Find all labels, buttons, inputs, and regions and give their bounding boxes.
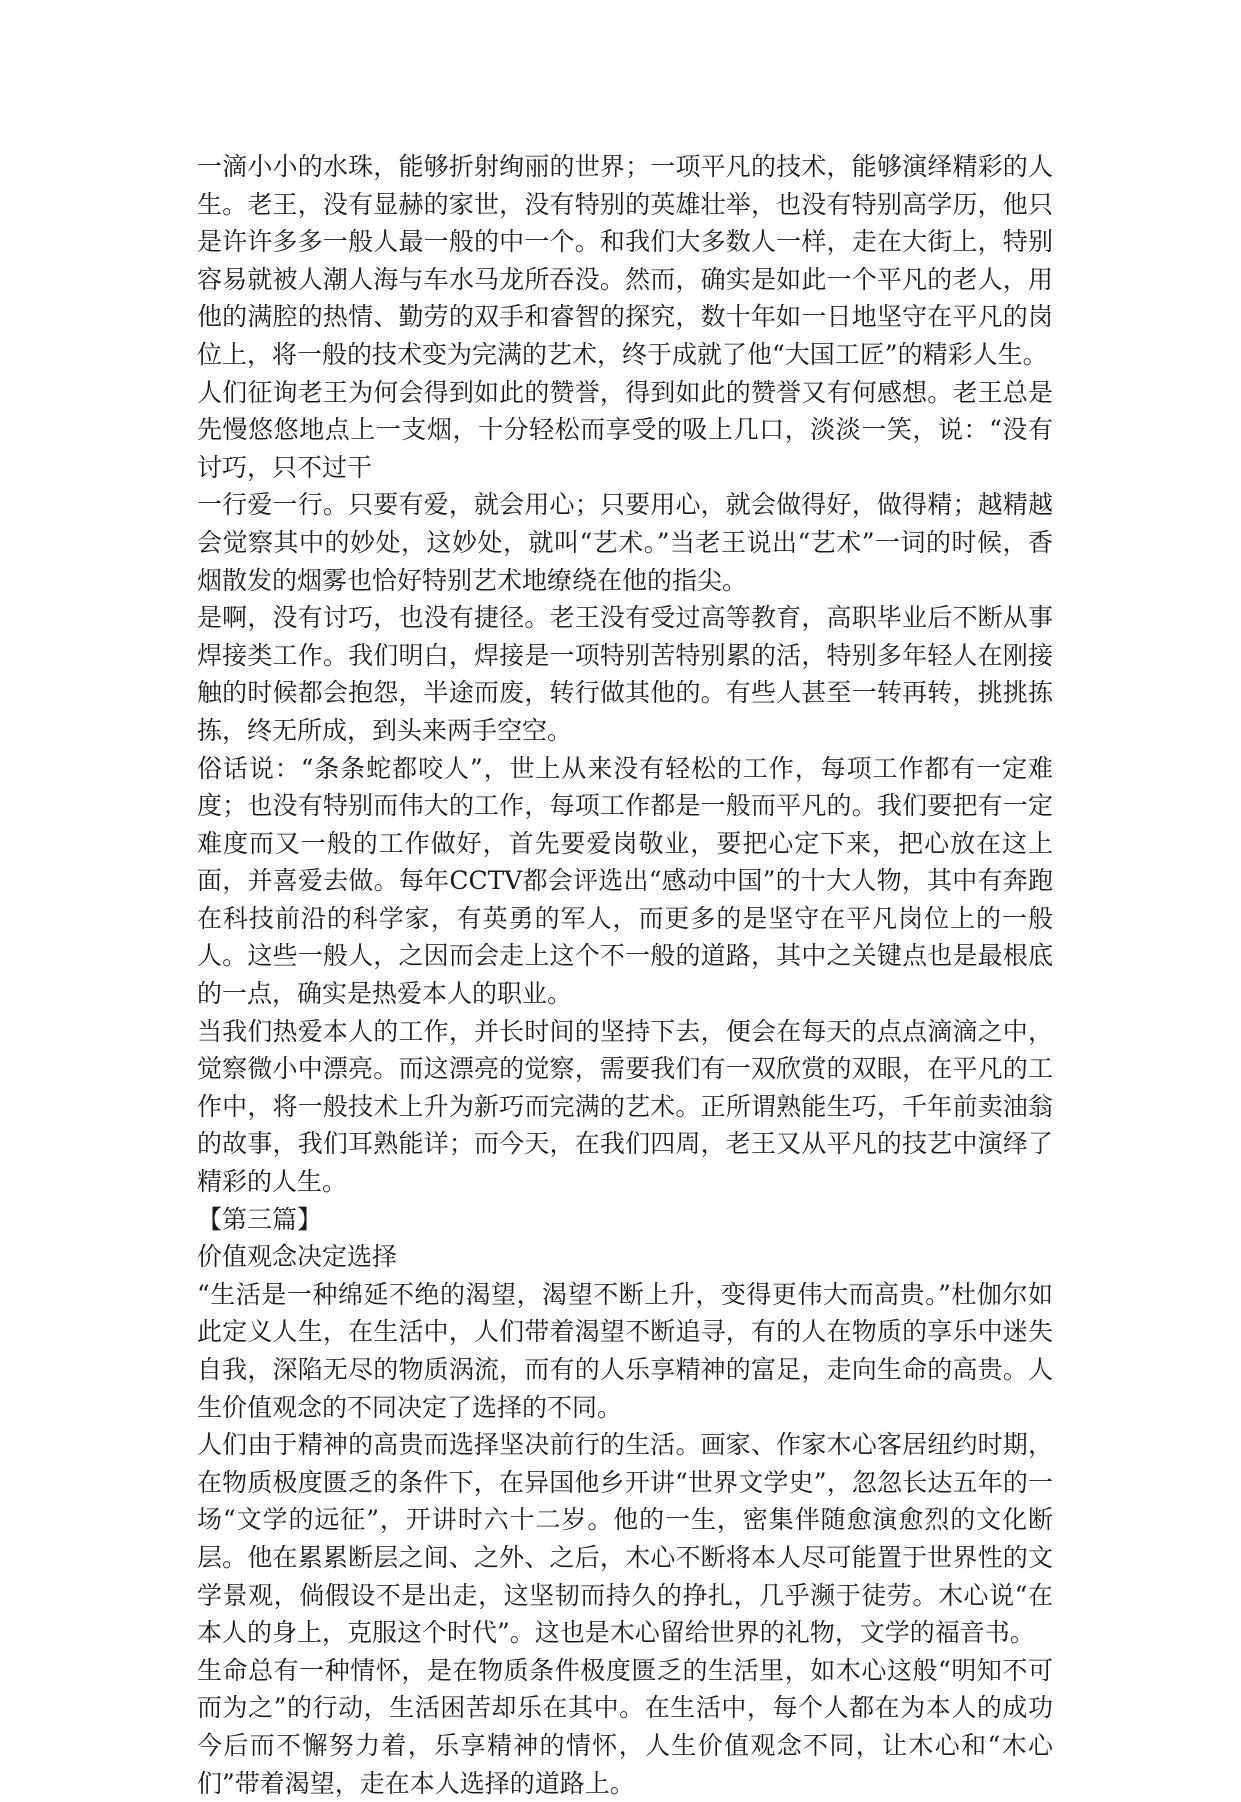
- paragraph-8: 人们由于精神的高贵而选择坚决前行的生活。画家、作家木心客居纽约时期，在物质极度匮乏的条件下，在异国他乡开讲“世界文学史”，忽忽长达五年的一场“文学的远征”，开讲时六十二岁。他的一生，密集伴随愈演愈烈的文化断层。他在累累断层之间、之外、之后，木心不断将本人尽可能置于世界性的文学景观，倘假设不是出走，这坚韧而持久的挣扎，几乎濒于徒劳。木心说“在本人的身上，克服这个时代”。这也是木心留给世界的礼物，文学的福音书。: [197, 1430, 1053, 1648]
- paragraph-5: 俗话说：“条条蛇都咬人”，世上从来没有轻松的工作，每项工作都有一定难度；也没有特别而伟大的工作，每项工作都是一般而平凡的。我们要把有一定难度而又一般的工作做好，首先要爱岗敬业，要把心定下来，把心放在这上面，并喜爱去做。每年CCTV都会评选出“感动中国”的十大人物，其中有奔跑在科技前沿的科学家，有英勇的军人，而更多的是坚守在平凡岗位上的一般人。这些一般人，之因而会走上这个不一般的道路，其中之关键点也是最根底的一点，确实是热爱本人的职业。: [197, 753, 1053, 1009]
- section-heading: 【第三篇】: [197, 1204, 323, 1234]
- paragraph-1: 一滴小小的水珠，能够折射绚丽的世界；一项平凡的技术，能够演绎精彩的人生。老王，没有显赫的家世，没有特别的英雄壮举，也没有特别高学历，他只是许许多多一般人最一般的中一个。和我们大多数人一样，走在大街上，特别容易就被人潮人海与车水马龙所吞没。然而，确实是如此一个平凡的老人，用他的满腔的热情、勤劳的双手和睿智的探究，数十年如一日地坚守在平凡的岗位上，将一般的技术变为完满的艺术，终于成就了他“大国工匠”的精彩人生。: [197, 152, 1053, 369]
- document-body: [197, 148, 1053, 1802]
- essay-title: 价值观念决定选择: [197, 1242, 398, 1272]
- paragraph-3: 一行爱一行。只要有爱，就会用心；只要用心，就会做得好，做得精；越精越会觉察其中的妙处，这妙处，就叫“艺术。”当老王说出“艺术”一词的时候，香烟散发的烟雾也恰好特别艺术地缭绕在他的指尖。: [197, 490, 1053, 595]
- paragraph-7: “生活是一种绵延不绝的渴望，渴望不断上升，变得更伟大而高贵。”杜伽尔如此定义人生，在生活中，人们带着渴望不断追寻，有的人在物质的享乐中迷失自我，深陷无尽的物质涡流，而有的人乐享精神的富足，走向生命的高贵。人生价值观念的不同决定了选择的不同。: [197, 1279, 1053, 1422]
- paragraph-6: 当我们热爱本人的工作，并长时间的坚持下去，便会在每天的点点滴滴之中，觉察微小中漂亮。而这漂亮的觉察，需要我们有一双欣赏的双眼，在平凡的工作中，将一般技术上升为新巧而完满的艺术。正所谓熟能生巧，千年前卖油翁的故事，我们耳熟能详；而今天，在我们四周，老王又从平凡的技艺中演绎了精彩的人生。: [197, 1016, 1053, 1197]
- paragraph-4: 是啊，没有讨巧，也没有捷径。老王没有受过高等教育，高职毕业后不断从事焊接类工作。我们明白，焊接是一项特别苦特别累的活，特别多年轻人在刚接触的时候都会抱怨，半途而废，转行做其他的。有些人甚至一转再转，挑挑拣拣，终无所成，到头来两手空空。: [197, 603, 1053, 745]
- paragraph-9: 生命总有一种情怀，是在物质条件极度匮乏的生活里，如木心这般“明知不可而为之”的行动，生活困苦却乐在其中。在生活中，每个人都在为本人的成功今后而不懈努力着，乐享精神的情怀，人生价值观念不同，让木心和“木心们”带着渴望，走在本人选择的道路上。: [197, 1655, 1053, 1798]
- paragraph-2: 人们征询老王为何会得到如此的赞誉，得到如此的赞誉又有何感想。老王总是先慢悠悠地点上一支烟，十分轻松而享受的吸上几口，淡淡一笑，说：“没有讨巧，只不过干: [197, 377, 1053, 482]
